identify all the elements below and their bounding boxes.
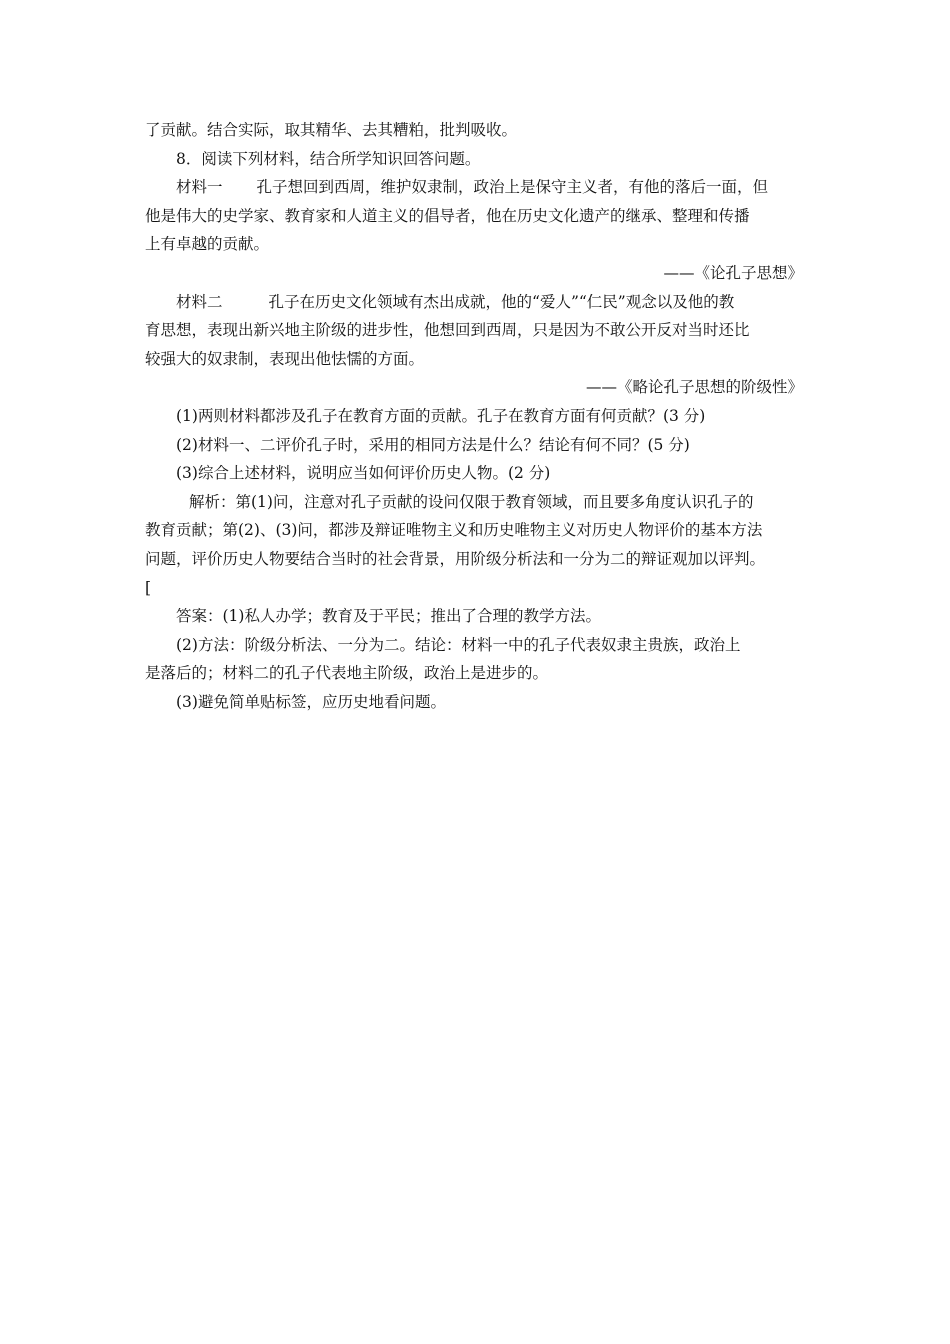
- answer-3: (3)避免简单贴标签，应历史地看问题。: [176, 692, 446, 711]
- material-2-source: ——《略论孔子思想的阶级性》: [585, 378, 803, 397]
- sub-question-1: (1)两则材料都涉及孔子在教育方面的贡献。孔子在教育方面有何贡献？(3 分): [176, 406, 706, 425]
- material-1-line: 上有卓越的贡献。: [145, 235, 270, 254]
- sub-question-2: (2)材料一、二评价孔子时，采用的相同方法是什么？结论有何不同？(5 分): [176, 435, 690, 454]
- material-2-label: 材料二: [176, 292, 223, 311]
- sub-question-3: (3)综合上述材料，说明应当如何评价历史人物。(2 分): [176, 464, 551, 483]
- document-page: [145, 116, 817, 716]
- material-1-source: ——《论孔子思想》: [663, 263, 803, 282]
- explanation-line: 问题，评价历史人物要结合当时的社会背景，用阶级分析法和一分为二的辩证观加以评判。: [145, 549, 766, 568]
- material-1-label: 材料一: [176, 178, 223, 197]
- material-1-text: 孔子想回到西周，维护奴隶制，政治上是保守主义者，有他的落后一面，但: [256, 178, 769, 197]
- material-2-text: 孔子在历史文化领域有杰出成就，他的“爱人”“仁民”观念以及他的教: [268, 292, 735, 311]
- material-2-line: 较强大的奴隶制，表现出他怯懦的方面。: [145, 349, 425, 368]
- text-line: 了贡献。结合实际，取其精华、去其糟粕，批判吸收。: [145, 121, 518, 139]
- material-2-line: 育思想，表现出新兴地主阶级的进步性，他想回到西周，只是因为不敢公开反对当时还比: [145, 321, 750, 340]
- material-1-line: [145, 173, 817, 202]
- explanation-line: [: [145, 578, 152, 597]
- question-8-heading: 8．阅读下列材料，结合所学知识回答问题。: [176, 149, 481, 168]
- explanation-line: 教育贡献；第(2)、(3)问，都涉及辩证唯物主义和历史唯物主义对历史人物评价的基本方法: [145, 521, 763, 540]
- material-1-line: 他是伟大的史学家、教育家和人道主义的倡导者，他在历史文化遗产的继承、整理和传播: [145, 206, 750, 225]
- answer-2-cont: 是落后的；材料二的孔子代表地主阶级，政治上是进步的。: [145, 664, 549, 683]
- answer-1: 答案：(1)私人办学；教育及于平民；推出了合理的教学方法。: [176, 607, 601, 626]
- answer-2: (2)方法：阶级分析法、一分为二。结论：材料一中的孔子代表奴隶主贵族，政治上: [176, 635, 741, 654]
- material-2-line: [145, 288, 817, 317]
- explanation-line: 解析：第(1)问，注意对孔子贡献的设问仅限于教育领域，而且要多角度认识孔子的: [189, 492, 754, 511]
